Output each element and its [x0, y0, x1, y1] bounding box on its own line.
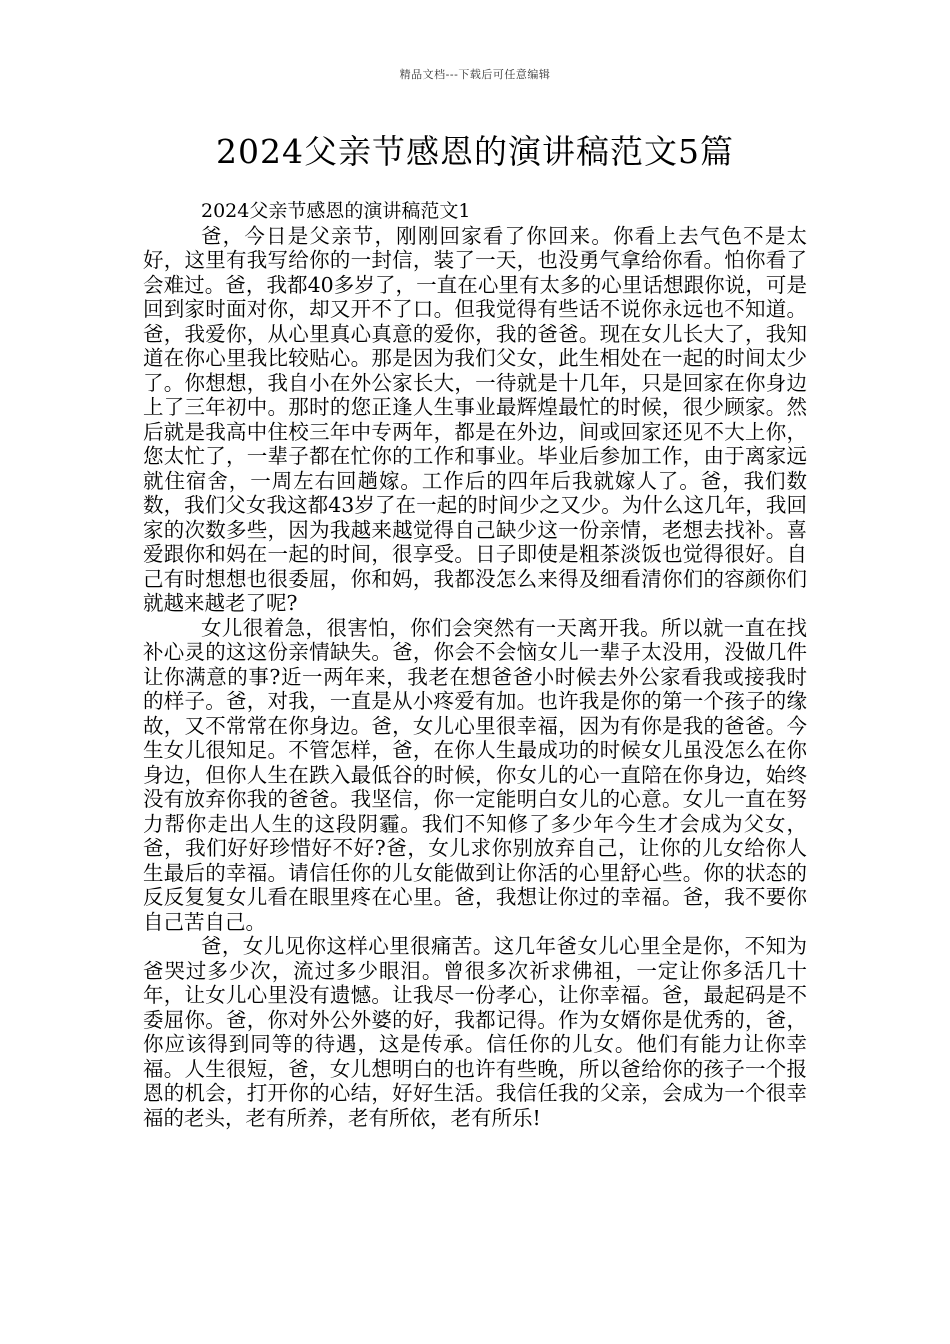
document-title: 2024父亲节感恩的演讲稿范文5篇: [216, 132, 734, 171]
section-heading: 2024父亲节感恩的演讲稿范文1: [201, 200, 471, 222]
header-note: 精品文档---下载后可任意编辑: [399, 68, 551, 81]
document-body: [143, 199, 807, 1130]
paragraph-3: 爸，女儿见你这样心里很痛苦。这几年爸女儿心里全是你，不知为爸哭过多少次，流过多少眼泪。曾很多次祈求佛祖，一定让你多活几十年，让女儿心里没有遗憾。让我尽一份孝心，让你幸福。爸，最起码是不委屈你。爸，你对外公外婆的好，我都记得。作为女婿你是优秀的，爸，你应该得到同等的待遇，这是传承。信任你的儿女。他们有能力让你幸福。人生很短，爸，女儿想明白的也许有些晚，所以爸给你的孩子一个报恩的机会，打开你的心结，好好生活。我信任我的父亲，会成为一个很幸福的老头，老有所养，老有所依，老有所乐!: [143, 934, 807, 1130]
paragraph-1: 爸，今日是父亲节，刚刚回家看了你回来。你看上去气色不是太好，这里有我写给你的一封信，装了一天，也没勇气拿给你看。怕你看了会难过。爸，我都40多岁了，一直在心里有太多的心里话想跟你说，可是回到家时面对你，却又开不了口。但我觉得有些话不说你永远也不知道。爸，我爱你，从心里真心真意的爱你，我的爸爸。现在女儿长大了，我知道在你心里我比较贴心。那是因为我们父女，此生相处在一起的时间太少了。你想想，我自小在外公家长大，一待就是十几年，只是回家在你身边上了三年初中。那时的您正逢人生事业最辉煌最忙的时候，很少顾家。然后就是我高中住校三年中专两年，都是在外边，间或回家还见不大上你，您太忙了，一辈子都在忙你的工作和事业。毕业后参加工作，由于离家远就住宿舍，一周左右回趟嫁。工作后的四年后我就嫁人了。爸，我们数数，我们父女我这都43岁了在一起的时间少之又少。为什么这几年，我回家的次数多些，因为我越来越觉得自己缺少这一份亲情，老想去找补。喜爱跟你和妈在一起的时间，很享受。日子即使是粗茶淡饭也觉得很好。自己有时想想也很委屈，你和妈，我都没怎么来得及细看清你们的容颜你们就越来越老了呢?: [143, 223, 807, 615]
paragraph-2: 女儿很着急，很害怕，你们会突然有一天离开我。所以就一直在找补心灵的这这份亲情缺失。爸，你会不会恼女儿一辈子太没用，没做几件让你满意的事?近一两年来，我老在想爸爸小时候去外公家看我或接我时的样子。爸，对我，一直是从小疼爱有加。也许我是你的第一个孩子的缘故，又不常常在你身边。爸，女儿心里很幸福，因为有你是我的爸爸。今生女儿很知足。不管怎样，爸，在你人生最成功的时候女儿虽没怎么在你身边，但你人生在跌入最低谷的时候，你女儿的心一直陪在你身边，始终没有放弃你我的爸爸。我坚信，你一定能明白女儿的心意。女儿一直在努力帮你走出人生的这段阴霾。我们不知修了多少年今生才会成为父女，爸，我们好好珍惜好不好?爸，女儿求你别放弃自己，让你的儿女给你人生最后的幸福。请信任你的儿女能做到让你活的心里舒心些。你的状态的反反复复女儿看在眼里疼在心里。爸，我想让你过的幸福。爸，我不要你自己苦自己。: [143, 615, 807, 934]
